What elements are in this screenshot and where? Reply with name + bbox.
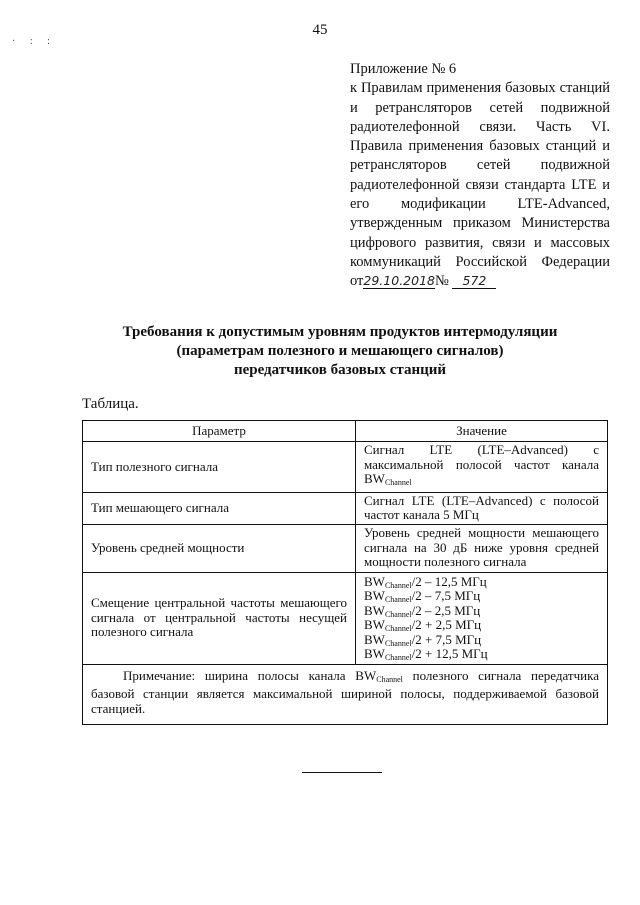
from-label: от <box>350 273 364 290</box>
offset-value: $BW_{Channel}/2 - 2,5$ МГц <box>364 602 481 619</box>
value-cell: Уровень средней мощности мешающего сигнала на 30 дБ ниже уровня средней мощности полезного сигнала <box>356 524 608 572</box>
requirements-table <box>82 420 608 725</box>
table-row <box>83 572 608 664</box>
param-cell: Тип полезного сигнала <box>83 442 356 493</box>
value-text: Сигнал LTE (LTE–Advanced) с максимальной полосой частот канала <box>364 442 599 472</box>
appendix-date-line <box>350 272 610 291</box>
scan-marks: · : : <box>12 36 56 47</box>
table-row <box>83 492 608 524</box>
handwritten-date: 29.10.2018 <box>363 273 435 289</box>
offset-value: $BW_{Channel}/2 - 12,5$ МГц <box>364 573 487 590</box>
table-row <box>83 524 608 572</box>
value-cell: Сигнал LTE (LTE–Advanced) с полосой частот канала 5 МГц <box>356 492 608 524</box>
bw-channel: $BW_{Channel}$ <box>364 471 412 487</box>
appendix-body: к Правилам применения базовых станций и ретрансляторов сетей подвижной радиотелефонной связи. Часть VI. Правила применения базовых станций и ретрансляторов сетей подвижной радиотелефонной связи стандарта LTE и его модификации LTE-Advanced, утвержденным приказом Министерства цифрового развития, связи и массовых коммуникаций Российской Федерации <box>350 80 610 270</box>
heading-line-2: (параметрам полезного и мешающего сигналов) <box>176 343 504 359</box>
table-header-row <box>83 421 608 442</box>
handwritten-number: 572 <box>452 274 496 289</box>
offset-value: $BW_{Channel}/2 + 12,5$ МГц <box>364 646 488 662</box>
number-label: № <box>434 273 449 290</box>
value-cell <box>356 442 608 493</box>
param-cell: Уровень средней мощности <box>83 524 356 572</box>
end-rule <box>302 772 382 773</box>
appendix-block <box>350 60 610 292</box>
table-note: Примечание: ширина полосы канала $BW_{Channel}$ полезного сигнала передатчика базовой станции является максимальной шириной полосы, поддерживаемой базовой станцией. <box>83 664 608 725</box>
offset-value: $BW_{Channel}/2 + 2,5$ МГц <box>364 617 482 633</box>
document-heading <box>60 323 620 380</box>
table-caption: Таблица. <box>82 396 139 412</box>
heading-line-3: передатчиков базовых станций <box>233 362 447 378</box>
heading-line-1: Требования к допустимым уровням продуктов интермодуляции <box>122 324 558 340</box>
table-row <box>83 442 608 493</box>
offset-value: $BW_{Channel}/2 - 7,5$ МГц <box>364 588 481 604</box>
param-cell: Тип мешающего сигнала <box>83 492 356 524</box>
offsets-cell <box>356 572 608 664</box>
table-note-row <box>83 664 608 725</box>
page-number: 45 <box>312 22 328 38</box>
header-parameter: Параметр <box>83 421 356 442</box>
appendix-title: Приложение № 6 <box>350 61 457 77</box>
param-cell: Смещение центральной частоты мешающего сигнала от центральной частоты несущей полезного сигнала <box>83 572 356 664</box>
offset-value: $BW_{Channel}/2 + 7,5$ МГц <box>364 631 482 648</box>
header-value: Значение <box>356 421 608 442</box>
